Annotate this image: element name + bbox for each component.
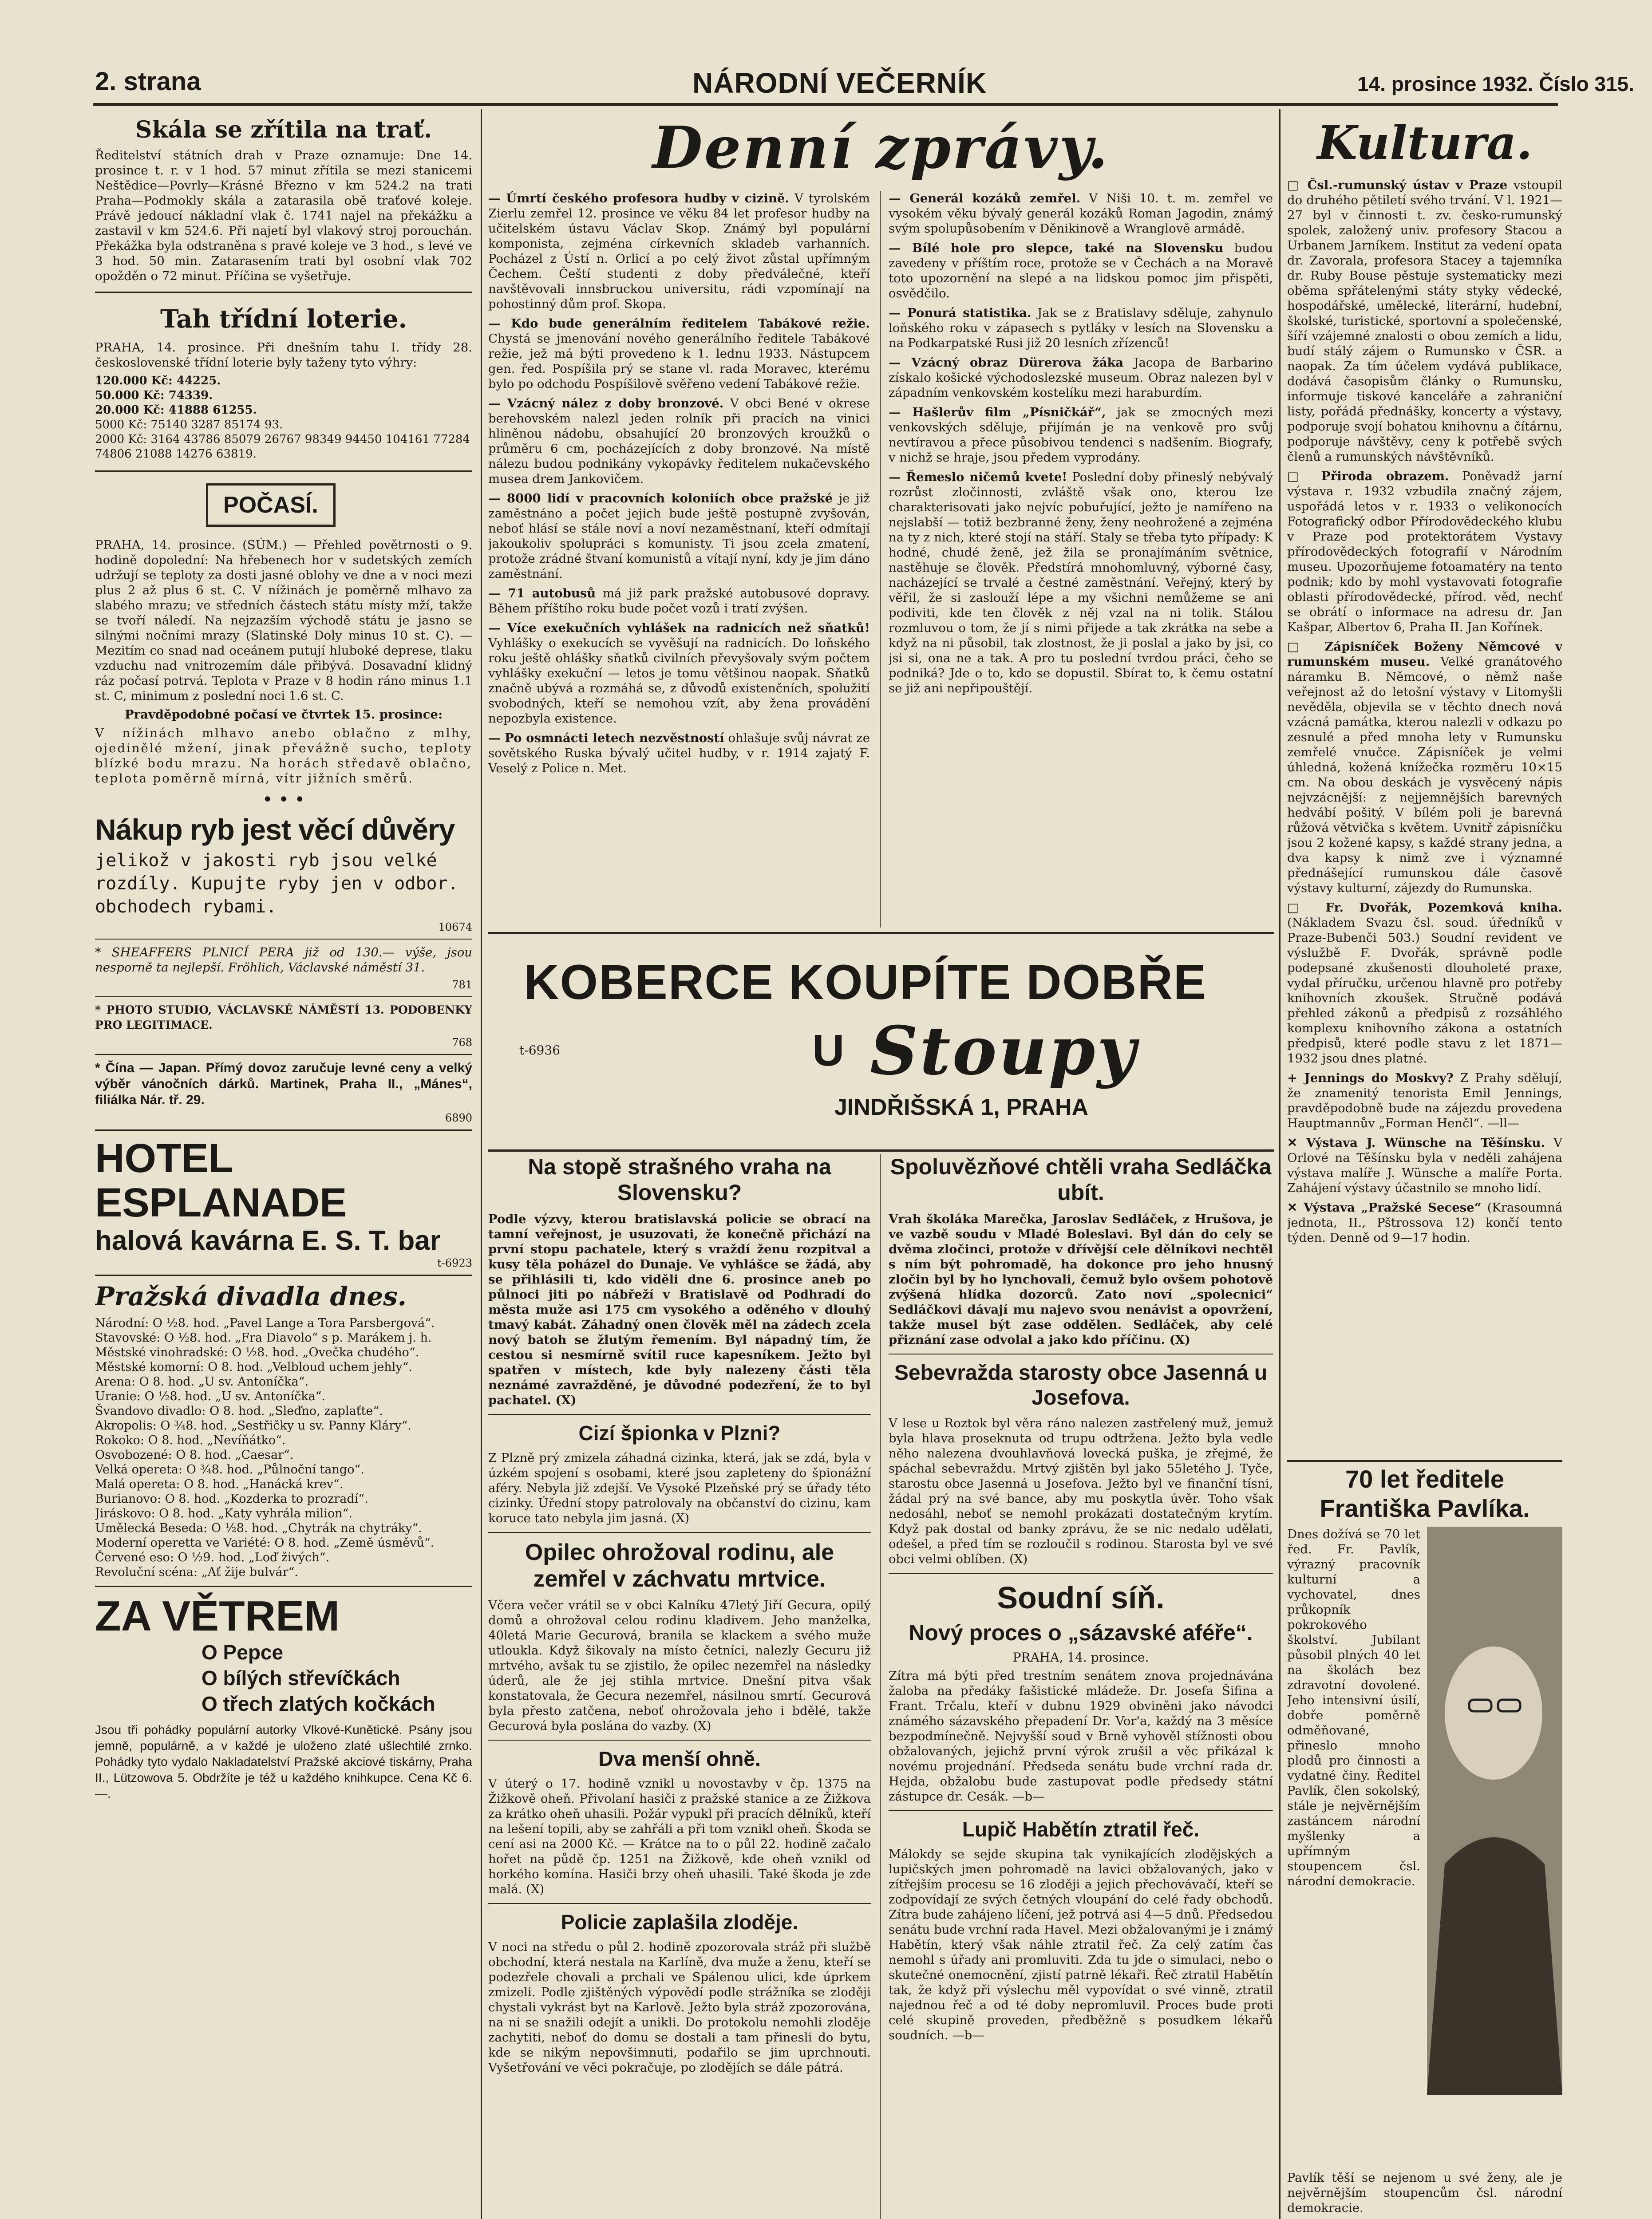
divider <box>889 1810 1273 1811</box>
divadlo-item: Městské komorní: O 8. hod. „Velbloud uchem jehly“. <box>95 1360 412 1374</box>
ryby-headline: Nákup ryb jest věcí důvěry <box>95 813 455 846</box>
zprava-lead: — Generál kozáků zemřel. <box>889 191 1081 205</box>
zprava-text: Jak se z Bratislavy sděluje, zahynulo loňského roku v zápasech s pytláky v lesích na Slovensku a na Podkarpatské Rusi již 20 lesních zřízenců! <box>889 306 1273 350</box>
sebevrazda-article: V lese u Roztok byl věra ráno nalezen zastřelený muž, jemuž byla hlava proseknuta od trupu odtržena. Ježto byla vedle něho nalezena dvouhlavňová lovecká puška, je zřejmé, že spáchal sebevraždu. Mrtvý zjištěn byl jako 55letého J. Tyče, starostu obce Jasenná u Josefova. Ježto byl ve finanční tísni, žádal prý na své bance, aby mu poskytla úvěr. Toho však nedosáhl, neboť se nemohl prokázati dostatečným krytím. Když pak dostal od banky zprávu, že se nic nedalo udělati, odešel, a před tím se rozloučil s rodinou. Starosta byl ve své obci velmi oblíben. (X) <box>889 1416 1273 1566</box>
pavlik-text: Dnes dožívá se 70 let řed. Fr. Pavlík, výrazný pracovník kulturní a vychovatel, dnes průkopník pokrokového školství. Jubilant působil plných 40 let na školách bez zdravotní dovolené. Jeho intensivní úsilí, dobře poměrně odměňované, přineslo mnoho plodů pro činnosti a vydatné činy. Ředitel Pavlík, člen sokolský, stále je nejvěrnějším zastáncem národní myšlenky a upřímným stoupencem čsl. národní demokracie. <box>1287 1527 1420 1888</box>
mid-right-column <box>889 1154 1273 2219</box>
kultura-lead: ✕ Výstava „Pražské Secese“ <box>1287 1200 1482 1215</box>
vetrem-headline: ZA VĚTREM <box>95 1592 340 1640</box>
ad-rule <box>488 932 1274 934</box>
divadlo-item: Revoluční scéna: „Ať žije bulvár“. <box>95 1565 298 1579</box>
vetrem-item: O bílých střevíčkách <box>202 1666 400 1690</box>
stopa-article: Podle výzvy, kterou bratislavská policie se obrací na tamní veřejnost, je usuzovati, že konečně přichází na první stopu pachatele, který s vraždí ženu rozpitval a kusy těla poházel do Dunaje. Ve vyhlášce se žádá, aby se přihlásili ti, kdo viděli dne 6. prosince aneb po půlnoci jiti po nábřeží v Bratislavě od Podhradí do města muže asi 175 cm vysokého a oděného v dlouhý tmavý kabát. Záhadný onen člověk měl na zádech zcela nový batoh se žlutým řemením. Byl nápadný tím, že cestou si nesmírně svítil ruce kapesníkem. Ježto byl spatřen v místech, kde byly nalezeny části těla neznámé zavražděné, je důvodné podezření, že to byl pachatel. (X) <box>488 1212 871 1407</box>
kultura-item <box>1287 1135 1562 1196</box>
hotel-subline: halová kavárna E. S. T. bar <box>95 1225 441 1256</box>
zprava-text: je již zaměstnáno a počet jejich bude ještě postupně zvyšován, neboť hlásí se stále noví a noví nezaměstnaní, kteří odmítají jakoukoliv spolupráci s komunisty. Ti jsou zcela zmatení, protože zrádné štvaní komunistů a vítají nyní, kdy je jim dáno zaměstnání. <box>488 491 870 581</box>
divadlo-item: Červené eso: O ½9. hod. „Loď živých“. <box>95 1551 330 1564</box>
zprava-item <box>488 586 870 616</box>
portrait-illustration <box>1427 1527 1562 2095</box>
vetrem-item: O Pepce <box>202 1641 284 1664</box>
left-column <box>95 116 472 2219</box>
zpravy-right-column <box>889 191 1273 928</box>
denni-zpravy-banner: Denní zprávy. <box>652 114 1110 182</box>
soudni-sin-headline: Soudní síň. <box>997 1580 1165 1615</box>
mid-left-column <box>488 1154 871 2219</box>
separator-dots: • • • <box>262 790 305 810</box>
zprava-lead: — Úmrtí českého profesora hudby v cizině. <box>488 191 789 205</box>
photo-studio-ad: * PHOTO STUDIO, VÁCLAVSKÉ NÁMĚSTÍ 13. PODOBENKY PRO LEGITIMACE. <box>95 1003 472 1031</box>
vetrem-text: Jsou tři pohádky populární autorky Vlkové-Kunětické. Psány jsou jemně, populárně, a v každé je uloženo zlaté ušlechtilé zrnko. Pohádky tyto vydalo Nakladatelství Pražské akciové tiskárny, Praha II., Lützowova 5. Obdržíte je též u každého knihkupce. Cena Kč 6.—. <box>95 1723 472 1800</box>
divider <box>95 1586 472 1587</box>
opilec-headline: Opilec ohrožoval rodinu, ale zemřel v záchvatu mrtvice. <box>525 1540 834 1592</box>
proces-headline: Nový proces o „sázavské aféře“. <box>909 1620 1253 1645</box>
zprava-text: V tyrolském Zierlu zemřel 12. prosince ve věku 84 let profesor hudby na učitelském ústavu Václav Skop. Známý byl populární komponista, zejména církevních skladeb varhanních. Pocházel z Ústí n. Orlicí a po celý život zůstal upřímným Čechem. Čeští studenti z doby předválečné, kteří navštěvovali innsbruckou universitu, rádi vzpomínají na pohostinný dům prof. Skopa. <box>488 191 870 311</box>
proces-dateline: PRAHA, 14. prosince. <box>1012 1650 1149 1665</box>
zprava-lead: — Hašlerův film „Písničkář“, <box>889 405 1106 419</box>
masthead: NÁRODNÍ VEČERNÍK <box>692 67 987 99</box>
kultura-item <box>1287 639 1562 896</box>
zprava-text: má již park pražské autobusové dopravy. Během příštího roku bude počet vozů i tratí zvýšen. <box>488 586 870 616</box>
divadlo-item: Velká opereta: O ¾8. hod. „Půlnoční tango“. <box>95 1463 364 1477</box>
loterie-win: 120.000 Kč: 44225. <box>95 374 221 387</box>
zprava-item <box>889 405 1273 465</box>
divider <box>95 996 472 997</box>
section-rule <box>1287 1460 1562 1462</box>
zprava-text: Vyhlášky o exekucích se vyvěšují na radnicích. Do loňského roku ještě ohlášky sňatků civilních převyšovaly svým počtem vyhlášky exekuční — letos je tomu většinou naopak. Sňatků značně ubývá a rozmáhá se, z důvodů existenčních, spolužití svobodných, kteří se nemohou vzít, aby žena provádění nepozbyla existence. <box>488 636 870 726</box>
pocasi-forecast-title: Pravděpodobné počasí ve čtvrtek 15. prosince: <box>124 707 443 722</box>
header-rule <box>93 103 1558 106</box>
ad-number: 781 <box>452 979 472 991</box>
zprava-text: budou zavedeny v příštím roce, protože se v Čechách a na Moravě toto upozornění na slepé a na lidskou pomoc jim přispěti, osvědčilo. <box>889 241 1273 300</box>
zprava-item <box>889 305 1273 351</box>
kultura-text: Poněvadž jarní výstava r. 1932 vzbudila značný zájem, uspořádá letos v r. 1933 o velikonocích Fotografický odbor Přírodovědeckého klubu v Praze pod protektorátem Vystavy přírodovědeckých fotografií v Národním museu. Upozorňujeme fotoamatéry na tento podnik; kdo by mohl vystavovati fotografie oblasti přírodovědecké, přírod. věd, nechť se obrátí o informace na adresu dr. Jan Kašpar, Albertov 6, Praha II. Jan Kořínek. <box>1287 469 1562 634</box>
column-divider <box>880 191 881 928</box>
ad-number: 768 <box>452 1036 472 1049</box>
divadlo-item: Arena: O 8. hod. „U sv. Antoníčka“. <box>95 1375 309 1389</box>
zprava-lead: — Bílé hole pro slepce, také na Slovensku <box>889 241 1224 255</box>
kultura-lead: □ Přiroda obrazem. <box>1287 469 1449 483</box>
koberce-line1: KOBERCE KOUPÍTE DOBŘE <box>524 955 1207 1010</box>
pocasi-box <box>206 483 336 527</box>
kultura-item <box>1287 900 1562 1066</box>
pavlik-caption: Pavlík těší se nejenom u své ženy, ale je nejvěrnějším stoupencům čsl. národní demokracie. <box>1287 2171 1562 2215</box>
divadlo-item: Osvobozené: O 8. hod. „Caesar“. <box>95 1448 294 1462</box>
zprava-item <box>488 396 870 486</box>
zprava-lead: — Vzácný nález z doby bronzové. <box>488 396 724 411</box>
zprava-text: jak se zmocných mezi venkovských sděluje, přijímán je na venkově pro svůj nevtíravou a přece působivou tendenci s nadšením. Biografy, v nichž se hraje, jsou předem vyprodány. <box>889 405 1273 465</box>
sebevrazda-headline: Sebevražda starosty obce Jasenná u Josefova. <box>894 1361 1268 1410</box>
kultura-lead: + Jennings do Moskvy? <box>1287 1071 1454 1085</box>
kultura-text: Z Prahy sdělují, že znamenitý tenorista Emil Jennings, pravděpodobně bude na zájezdu provedena Hauptmannův „Forman Henčl“. —ll— <box>1287 1071 1562 1130</box>
loterie-win: 2000 Kč: 3164 43786 85079 26767 98349 94450 104161 77284 74806 21088 14276 63819. <box>95 433 470 461</box>
zprava-lead: — 8000 lidí v pracovních koloniích obce pražské <box>488 491 833 505</box>
divadla-headline: Pražská divadla dnes. <box>95 1281 407 1311</box>
pavlik-portrait-photo <box>1427 1527 1562 2095</box>
zpravy-left-column <box>488 191 870 928</box>
divider <box>889 1573 1273 1574</box>
zprava-text: Chystá se jmenování nového generálního ředitele Tabákové režie, jež má býti provedeno k 1. lednu 1933. Nástupcem gen. řed. Pospíšila prý se stane vl. rada Moravec, kterému bylo po odchodu Pospíšilově svěřeno vedení Tabákové režie. <box>488 332 870 391</box>
zprava-text: Poslední doby přineslý nebývalý rozrůst zločinnosti, zvláště však ono, kterou lze charakterisovati jako nejvíc pobuřující, ježto je namířeno na nejslabší — totiž bezbranné ženy, ženy neohrožené a zejména na ty z nich, které stojí na stáří. Staly se třeba tyto případy: K hodné, chudé ženě, jež žila se pronajímáním světnice, nastěhuje se člověk. Předstírá mnohomluvný, výborné časy, nacházející se trvalé a čestné zaměstnání. Veřejný, který by věřil, že si zaslouží lépe a my všichni nemůžeme se ani podiviti, kde ten člověk z něj vzal na ni tolik. Stálou rozmluvou o tom, že jí s nimi přijede a tak zkrátka na sebe a když na ni působil, tak zlostnost, že ji poslal a jako by jsi, co jsi si, ona ne a tak. A pro tu poslední tvrdou práci, čeho se podniká? Jde o to, kdo se dopustil. Sbírat to, k čemu ostatní se již ani nepřipouštějí. <box>889 470 1273 695</box>
kultura-text: (Nákladem Svazu čsl. soud. úředníků v Praze-Bubenči 503.) Soudní revident ve výslužbě F. Dvořák, správně podle podepsané zkušenosti dlouholeté praxe, vydal příručku, určenou hlavně pro potřeby knihovních zkoušek. Stručně podává přehled zákonů a předpisů z rozsáhlého komplexu knihovního zákona a ostatních předpisů, které podle stavu z let 1871—1932 jsou dnes platné. <box>1287 916 1562 1066</box>
kultura-text: V Orlové na Těšínsku byla v neděli zahájena výstava malíře J. Wünsche a malíře Porta. Zahájení výstavy účastnilo se mnoho lidí. <box>1287 1136 1562 1195</box>
kultura-item <box>1287 1070 1562 1131</box>
loterie-win: 20.000 Kč: 41888 61255. <box>95 403 257 417</box>
habetin-article: Málokdy se sejde skupina tak vynikajících zlodějských a lupičských jmen pohromadě na lavici obžalovaných, jako v zítřejším procesu se 16 zloději a jejich přechovávačí, kteří se zodpovídají ze svých četných vloupání do celé řady obchodů. Zítra bude zahájeno líčení, jež potrvá asi 4—5 dnů. Předsedou senátu bude vrchní rada Havel. Mezi obžalovanými je i známý Habětín, který však náhle ztratil řeč. Za celý zatím čas nemohl s úřady ani promluviti. Zda tu jde o simulaci, nebo o skutečné onemocnění, zjistí patrně lékaři. Řeč ztratil Habětín tak, že když při výslechu měl vypovídat o své vinně, ztratil najednou řeč a od té doby nepromluvil. Proces bude proti celé skupině proveden, předběžně s posudkem lékařů soudních. —b— <box>889 1847 1273 2042</box>
kultura-banner: Kultura. <box>1317 115 1533 170</box>
column-divider <box>1279 109 1280 2219</box>
kultura-text: (Krasoumná jednota, II., Pštrossova 12) končí tento týden. Denně od 9—17 hodin. <box>1287 1200 1562 1245</box>
zprava-item <box>488 491 870 581</box>
kultura-item <box>1287 1200 1562 1245</box>
zprava-item <box>889 355 1273 400</box>
divadlo-item: Malá opereta: O 8. hod. „Hanácká krev“. <box>95 1477 344 1491</box>
spion-article: Z Plzně prý zmizela záhadná cizinka, která, jak se zdá, byla v úzkém spojení s osobami, které jsou zapleteny do špionážní aféry. Nebyla již zdejší. Ve Vysoké Plzeňské prý se úřady této cizinky. Úřední stopy patrolovaly na občanství do cizinu, kam koruce tato nebyla jim jasná. (X) <box>488 1451 871 1525</box>
divider <box>488 1414 871 1415</box>
zprava-lead: — Po osmnácti letech nezvěstností <box>488 731 724 745</box>
ad-number: 6890 <box>445 1112 472 1124</box>
zprava-text: V obci Bené v okrese berehovském nalezl jeden rolník při pracích na vinici hliněnou nádobu, obsahující 20 bronzových kroužků o průměru 6 cm, pocházejících z doby bronzové. Na místě nálezu budou podnikány vykopávky ředitelem nukačevského musea drem Jankovičem. <box>488 396 870 486</box>
loterie-intro: PRAHA, 14. prosince. Při dnešním tahu I. třídy 28. československé třídní loterie byly taženy tyto výhry: <box>95 340 472 370</box>
spion-headline: Cizí špionka v Plzni? <box>578 1421 781 1445</box>
column-divider <box>880 1154 881 2219</box>
zprava-item <box>488 730 870 776</box>
divider <box>488 1740 871 1741</box>
zprava-lead: — Řemeslo ničemů kvete! <box>889 470 1067 484</box>
divadlo-item: Rokoko: O 8. hod. „Nevíňátko“. <box>95 1433 286 1447</box>
pocasi-forecast: V nížinách mlhavo anebo oblačno z mlhy, ojedinělé mžení, jinak převážně sucho, teploty blízké bodu mrazu. Na horách středavě oblačno, teplota poměrně mírná, vítr jižních směrů. <box>95 726 472 786</box>
divider <box>95 292 472 293</box>
koberce-address: JINDŘIŠSKÁ 1, PRAHA <box>834 1094 1089 1120</box>
divadla-list <box>95 1316 472 1579</box>
zprava-text: ohlašuje svůj návrat ze sovětského Ruska bývalý učitel hudby, v r. 1914 zajatý F. Veselý z Police n. Met. <box>488 731 870 775</box>
sedlacek-headline: Spoluvězňové chtěli vraha Sedláčka ubít. <box>890 1154 1272 1205</box>
divider <box>95 1054 472 1055</box>
pavlik-headline: 70 let ředitele Františka Pavlíka. <box>1320 1465 1530 1522</box>
kultura-item <box>1287 469 1562 635</box>
koberce-u: U <box>812 1026 845 1075</box>
kultura-item <box>1287 178 1562 464</box>
zprava-item <box>488 191 870 312</box>
divadlo-item: Umělecká Beseda: O ½8. hod. „Chytrák na chytráky“. <box>95 1521 422 1535</box>
koberce-ad <box>488 941 1274 1149</box>
ryby-ad: jelikož v jakosti ryb jsou velké rozdíly. Kupujte ryby jen v odbor. obchodech rybami. <box>95 850 458 917</box>
divadlo-item: Národní: O ½8. hod. „Pavel Lange a Tora Parsbergová“. <box>95 1316 435 1330</box>
skala-article: Ředitelství státních drah v Praze oznamuje: Dne 14. prosince t. r. v 1 hod. 57 minut zřítila se mezi stanicemi Neštědice—Povrly—Krásné Březno v km 524.2 na trati Praha—Podmokly skála a zatarasila obě traťové koleje. Právě jedoucí nákladní vlak č. 1741 najel na překážku a zastavil v km 524.6. Při najetí byl vlakový stroj porouchán. Překážka byla odstraněna s pravé koleje ve 3 hod., s levé ve 3 hod. 50 min. Zatarasením trati byl osobní vlak 702 opožděn o 72 minut. Příčina se vyšetřuje. <box>95 148 472 283</box>
ohne-article: V úterý o 17. hodině vznikl u novostavby v čp. 1375 na Žižkově oheň. Přivolaní hasiči z pražské stanice a ze Žižkova za krátko oheň uhasili. Požár vypukl při pracích dělníků, kteří na lešení topili, aby se zahřáli a při tom vznikl oheň. Škoda se cení asi na 2000 Kč. — Krátce na to o půl 22. hodině začalo hořet na půdě čp. 1251 na Žižkově, kde oheň vznikl od horkého komína. Hasiči brzy oheň uhasili. Také škoda je zde malá. (X) <box>488 1777 871 1896</box>
kultura-text: vstoupil do druhého pětiletí svého trvání. V l. 1921—27 byl v činnosti t. zv. česko-rumunský spolek, založený univ. profesory Stacou a Urbanem Jarníkem. Institut za vedení opata dr. Zavorala, profesora Stacey a tajemníka dr. Ruby Bouse pěstuje systematicky mezi oběma spřátelenými státy styky vědecké, hospodářské, umělecké, literární, hudební, školské, turistické, sportovní a společenské, šíří vzájemné znalosti o obou zemích a lidu, budí stálý zájem o Rumunsko v ČSR. a naopak. Za tím účelem vydává publikace, dodává časopisům články o Rumunsku, informuje tiskové kanceláře a zahraniční listy, pořádá přednášky, koncerty a výstavy, podporuje svojí bohatou knihovnu a čítárnu, podporuje návštěvy, ceny k potřebě svých členů a rumunských návštěvníků. <box>1287 178 1562 464</box>
vetrem-item: O třech zlatých kočkách <box>202 1692 435 1715</box>
column-divider <box>481 109 482 2219</box>
sedlacek-article: Vrah školáka Marečka, Jaroslav Sedláček, z Hrušova, je ve vazbě soudu v Mladé Boleslavi. Byl dán do cely se dvěma zločinci, protože v dřívější cele dělníkovi nechtěl s ním být pohromadě, ha dokonce pro jeho hnusný zločin byl by ho lynchovali, čemuž bylo ovšem pohotově zvýšená hlídka dozorců. Zato noví „spolecnici“ Sedláčkovi dávají mu najevo svou nenávist a opovržení, takže musel být zase oddělen. Sedláček, aby celé přiznání zase odvolal a jako kdo příčinu. (X) <box>889 1212 1273 1347</box>
divider <box>488 1903 871 1904</box>
policie-headline: Policie zaplašila zloděje. <box>561 1911 798 1934</box>
kultura-column <box>1287 178 1562 1456</box>
zprava-lead: — Kdo bude generálním ředitelem Tabákové režie. <box>488 316 870 331</box>
issue-date: 14. prosince 1932. Číslo 315. <box>1357 72 1634 95</box>
kultura-lead: □ Čsl.-rumunský ústav v Praze <box>1287 178 1508 192</box>
hotel-headline: HOTEL ESPLANADE <box>95 1136 347 1225</box>
kultura-lead: □ Fr. Dvořák, Pozemková kniha. <box>1287 900 1562 915</box>
ad-number: t-6923 <box>437 1257 472 1269</box>
divider <box>95 470 472 472</box>
skala-headline: Skála se zřítila na trať. <box>135 116 432 143</box>
kultura-lead: □ Zápisníček Boženy Němcové v rumunském museu. <box>1287 640 1562 669</box>
loterie-win: 5000 Kč: 75140 3287 85174 93. <box>95 418 283 431</box>
kultura-text: Velké granátového náramku B. Němcové, o němž naše veřejnost až do letošní výstavy v Litomyšli nevěděla, objevila se v těchto dnech nová vzácná památka, kterou nalezli v odkazu po zesnulé a před mnoha lety v Rumunsku zemřelé vnučce. Zápisníček je velmi úhledná, kožená knížečka rozměru 10×15 cm. Na obou deskách je vysvěcený nápis nejvzácnější: z nejjemnějších barevných hedvábí pošitý. V bílém poli je barevná růžová větvička s květem. Uvnitř zápisníčku jsou 2 kožené kapsy, s každé strany jedna, a dva kapsy k nimž zve i významné přednášející rumunskou dále časově výstavy kulturní, zájezdy do Rumunska. <box>1287 655 1562 895</box>
zprava-item <box>889 191 1273 236</box>
policie-article: V noci na středu o půl 2. hodině zpozorovala stráž při službě obchodní, která nestala na Karlíně, dva muže a ženu, kteří se podezřele chovali a prchali ve Spálenou ulici, kde úprkem zmizeli. Podle zjištěných výpovědí podle strážníka se zloději chystali vykrást byt na Karlově. Ježto byla stráž zpozorována, na ni se snažili odejít a unikli. Do protokolu nemohli zloděje zachytiti, neboť do domu se dostali a tam přinesli do bytu, kde se nikým nepovšimnuti, podařilo se jim uprchnouti. Vyšetřování ve věci pokračuje, po zlodějích se dále pátrá. <box>488 1940 871 2075</box>
zprava-lead: — Ponurá statistika. <box>889 306 1032 320</box>
page-number: 2. strana <box>95 67 201 96</box>
koberce-number: t-6936 <box>519 1043 560 1058</box>
zprava-lead: — 71 autobusů <box>488 586 596 600</box>
pocasi-label: POČASÍ. <box>223 492 318 518</box>
zprava-item <box>889 241 1273 301</box>
loterie-headline: Tah třídní loterie. <box>160 304 407 334</box>
zprava-lead: — Více exekučních vyhlášek na radnicích než sňatků! <box>488 621 870 635</box>
ohne-headline: Dva menší ohně. <box>598 1747 761 1770</box>
loterie-win: 50.000 Kč: 74339. <box>95 389 213 402</box>
habetin-headline: Lupič Habětín ztratil řeč. <box>962 1818 1200 1841</box>
zprava-text: Jacopa de Barbarino získalo košické východoslezské museum. Obraz nalezen byl v západním venkovském kostelíku mezi haraburdím. <box>889 355 1273 400</box>
ad-rule <box>488 1149 1274 1152</box>
divadlo-item: Akropolis: O ¾8. hod. „Sestřičky u sv. Panny Kláry“. <box>95 1419 411 1433</box>
zprava-item <box>488 620 870 726</box>
cina-ad: * Čína — Japan. Přímý dovoz zaručuje levné ceny a velký výběr vánočních dárků. Martinek, Praha II., „Mánes“, filiálka Nár. tř. 29. <box>95 1061 472 1107</box>
divadlo-item: Uranie: O ½8. hod. „U sv. Antoníčka“. <box>95 1390 326 1403</box>
loterie-wins <box>95 374 472 462</box>
zprava-text: V Niši 10. t. m. zemřel ve vysokém věku bývalý generál kozáků Roman Jagodin, známý svým spolupůsobením v Děnikinově a Wranglově armádě. <box>889 191 1273 236</box>
zprava-item <box>488 316 870 391</box>
ad-number: 10674 <box>438 921 472 933</box>
koberce-brand: Stoupy <box>870 1012 1138 1090</box>
sheaffers-ad: * SHEAFFERS PLNICÍ PERA již od 130.— výše, jsou nesporně ta nejlepší. Fröhlich, Václavské náměstí 31. <box>95 945 472 975</box>
divadlo-item: Moderní operetta ve Variété: O 8. hod. „Země úsměvů“. <box>95 1536 435 1550</box>
divider <box>95 1275 472 1276</box>
divider <box>95 939 472 940</box>
kultura-lead: ✕ Výstava J. Wünsche na Těšínsku. <box>1287 1136 1545 1150</box>
vetrem-list <box>95 1639 472 1717</box>
divadlo-item: Městské vinohradské: O ½8. hod. „Ovečka chudého“. <box>95 1346 419 1359</box>
proces-article: Zítra má býti před trestním senátem znova projednávána žaloba na předáky fašistické mládeže. Dr. Josefa Šifina a Frant. Trčalu, kteří v dubnu 1929 obviněni jako návodci známého sázavského přepadení Dr. Vor'a, každý na 3 měsíce bezpodmínečně. Nejvyšší soud v Brně vyhověl stížnosti obou obžalovaných, jejichž první výrok zrušil a věc přikázal k novému projednání. Předseda senátu bude vrchní rada dr. Hejda, obžalobu bude zastupovat podle předsedy státní zástupce dr. Cesák. —b— <box>889 1669 1273 1804</box>
stopa-headline: Na stopě strašného vraha na Slovensku? <box>528 1154 831 1205</box>
divadlo-item: Burianovo: O 8. hod. „Kozderka to prozradí“. <box>95 1492 368 1506</box>
divider <box>488 1532 871 1533</box>
zprava-item <box>889 470 1273 696</box>
divadlo-item: Jiráskovo: O 8. hod. „Katy vyhrála milion“. <box>95 1507 352 1520</box>
divadlo-item: Stavovské: O ½8. hod. „Fra Diavolo“ s p. Marákem j. h. <box>95 1331 432 1345</box>
zprava-lead: — Vzácný obraz Dürerova žáka <box>889 355 1124 370</box>
divider <box>95 1129 472 1131</box>
pocasi-article: PRAHA, 14. prosince. (SÚM.) — Přehled povětrnosti o 9. hodině dopolední: Na hřebenech hor v sudetských zemích udržují se teploty za dosti jasné oblohy ve dne a v noci mezi plus 2 až plus 6 st. C. V nížinách je poměrně mlhavo za slabého mrazu; ve středních částech státu místy mží, takže se tvoří náledí. Na nejzazším východě státu je jasno se silnými nočními mrazy (Slatinské Doly minus 10 st. C). — Mezitím co snad nad oceánem putují hluboké deprese, tlaku vzduchu nad vnitrozemím dále přibývá. Dosavadní klidný ráz počasí potrvá. Teplota v Praze v 8 hodin ráno minus 1.1 st. C, minimum z poslední noci 1.6 st. C. <box>95 538 472 703</box>
divadlo-item: Švandovo divadlo: O 8. hod. „Sleďno, zaplaťte“. <box>95 1404 383 1418</box>
opilec-article: Včera večer vrátil se v obci Kalníku 47letý Jiří Gecura, opilý domů a ohrožoval celou rodinu kladivem. Jeho manželka, 40letá Marie Gecurová, branila se klackem a svého muže utloukla. Když šikovaly na místo četníci, nalezly Gecuru již mrtvého, avšak tu se zjistilo, že opilec nezemřel na následky úderů, ale že jej stihla mrtvice. Dnešní pitva však konstatovala, že Gecura nezemřel, násilnou smrtí. Gecurová byla přesto zatčena, neboť ohrožovala jeho i bdělé, takže Gecurová byla poslána do vazby. (X) <box>488 1598 871 1733</box>
